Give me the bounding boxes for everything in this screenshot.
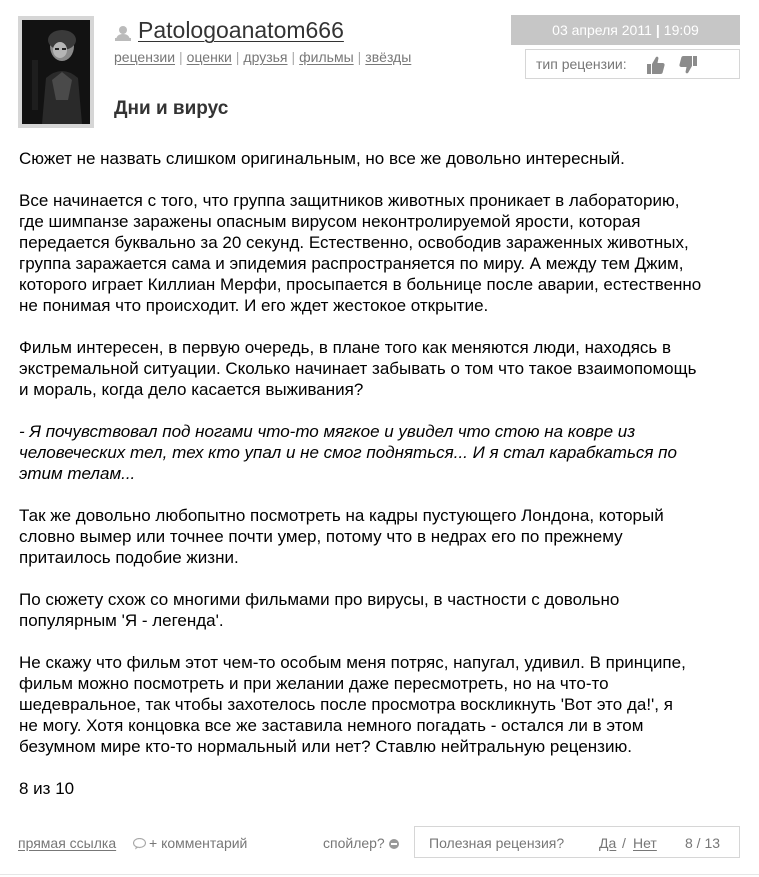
spoiler-toggle-icon[interactable]: [389, 839, 399, 849]
review-title: Дни и вирус: [114, 98, 229, 119]
spoiler-toggle[interactable]: [323, 835, 399, 851]
useful-separator: /: [622, 835, 626, 851]
separator: |: [179, 49, 183, 65]
review-paragraph: Не скажу что фильм этот чем-то особым меня потряс, напугал, удивил. В принципе, фильм можно посмотреть и при желании даже пересмотреть, но на что-то шедевральное, так чтобы захотелось после просмотра воскликнуть 'Вот это да!', я не могу. Хотя концовка все же заставила немного погадать - остался ли в этом безумном мире кто-то нормальный или нет? Ставлю нейтральную рецензию.: [19, 653, 686, 756]
avatar[interactable]: [22, 20, 90, 124]
date-separator: |: [655, 22, 660, 38]
separator: |: [235, 49, 240, 65]
add-comment-link[interactable]: [133, 835, 247, 851]
useful-no-link[interactable]: Нет: [633, 835, 657, 851]
review-type-label: тип рецензии:: [536, 56, 627, 72]
review-date: 03 апреля 2011: [552, 22, 652, 38]
avatar-frame[interactable]: [18, 16, 94, 128]
bottom-divider: [0, 874, 759, 875]
review-paragraph: По сюжету схож со многими фильмами про вирусы, в частности с довольно популярным 'Я - легенда'.: [19, 590, 620, 630]
separator: |: [291, 49, 296, 65]
add-comment-label[interactable]: + комментарий: [149, 835, 248, 851]
review-footer: [0, 826, 759, 860]
review-paragraph: Все начинается с того, что группа защитников животных проникает в лабораторию, где шимпанзе заражены опасным вирусом неконтролируемой ярости, которая передается буквально за 20 секунд. Естественно, освободив зараженных животных, группа заражается сама и эпидемия распространяется по миру. А между тем Джим, которого играет Киллиан Мерфи, просыпается в больнице после аварии, естественно не понимая что происходит. И его ждет жестокое открытие.: [19, 191, 702, 315]
review-time: 19:09: [663, 22, 699, 38]
review-body: [19, 148, 741, 820]
review-date-box: [511, 15, 740, 45]
user-link-films[interactable]: фильмы: [299, 49, 354, 65]
spoiler-label: спойлер?: [323, 835, 385, 851]
review-quote: - Я почувствовал под ногами что-то мягкое и увидел что стою на ковре из человеческих тел, тех кто упал и не смог подняться... И я стал карабкаться по этим телам...: [19, 422, 677, 483]
thumb-up-icon[interactable]: [645, 54, 667, 76]
useful-vote-count: 8 / 13: [685, 835, 721, 851]
review-score: 8 из 10: [19, 779, 75, 798]
user-link-ratings[interactable]: оценки: [186, 49, 232, 65]
review-paragraph: Фильм интересен, в первую очередь, в плане того как меняются люди, находясь в экстремальной ситуации. Сколько начинает забывать о том что такое взаимопомощь и мораль, когда дело касается выживания?: [19, 338, 697, 399]
useful-yes-link[interactable]: Да: [599, 835, 617, 851]
comment-icon: [133, 838, 146, 850]
useful-review-label: Полезная рецензия?: [429, 835, 565, 851]
user-link-friends[interactable]: друзья: [243, 49, 288, 65]
separator: |: [357, 49, 362, 65]
user-link-reviews[interactable]: рецензии: [114, 49, 176, 65]
user-icon: [114, 24, 132, 42]
username-link[interactable]: Patologoanatom666: [138, 17, 344, 43]
permalink-link[interactable]: прямая ссылка: [18, 835, 117, 851]
review-paragraph: Так же довольно любопытно посмотреть на кадры пустующего Лондона, который словно вымер или точнее почти умер, потому что в недрах его по прежнему притаилось подобие жизни.: [19, 506, 664, 567]
review-paragraph: Сюжет не назвать слишком оригинальным, но все же довольно интересный.: [19, 149, 625, 168]
user-link-stars[interactable]: звёзды: [365, 49, 412, 65]
useful-review-box: [414, 826, 740, 858]
user-links: [114, 49, 411, 65]
thumb-down-icon[interactable]: [677, 54, 699, 76]
review-type-box: [525, 49, 740, 79]
